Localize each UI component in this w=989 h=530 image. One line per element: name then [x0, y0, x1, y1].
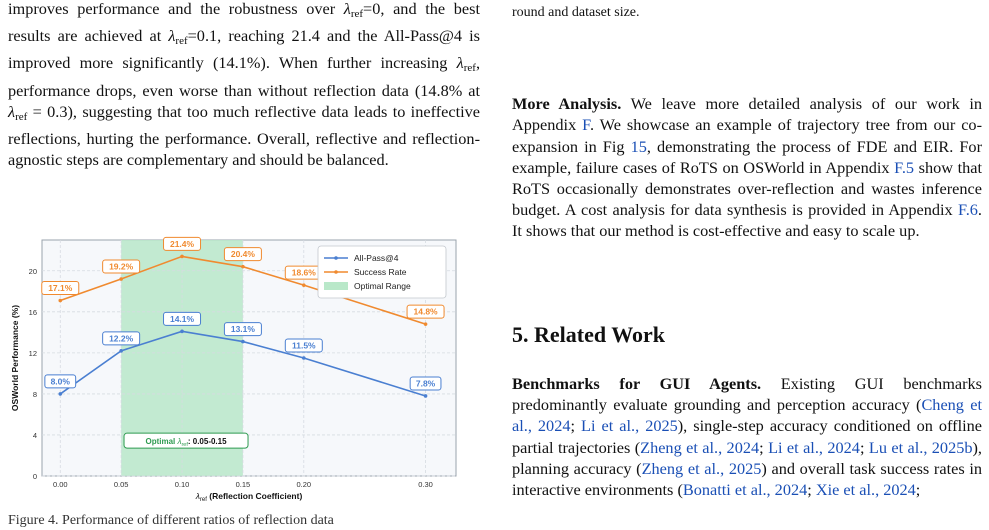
citation[interactable]: Li et al., 2024 [768, 437, 860, 457]
data-label: 12.2% [109, 333, 134, 344]
y-tick-label: 12 [28, 348, 37, 358]
annotation-lambda: λ [177, 437, 182, 447]
x-tick-label: 0.30 [418, 480, 433, 489]
data-point [424, 322, 428, 326]
x-tick-label: 0.05 [113, 480, 129, 489]
section-title: 5. Related Work [512, 322, 665, 347]
citation[interactable]: Li et al., 2025 [581, 416, 678, 436]
data-label: 14.8% [413, 306, 438, 317]
data-point [119, 277, 123, 281]
data-label: 8.0% [50, 376, 70, 387]
data-label: 11.5% [291, 340, 316, 351]
data-point [180, 330, 184, 334]
citation[interactable]: Bonatti et al., 2024 [682, 480, 808, 500]
benchmarks-heading: Benchmarks for GUI Agents. [512, 374, 762, 393]
annotation-prefix: Optimal [145, 437, 178, 447]
data-point [302, 283, 306, 287]
x-axis-rest: (Reflection Coefficient) [206, 491, 303, 501]
data-point [302, 356, 306, 360]
legend-marker [334, 256, 338, 260]
figure-caption: Figure 4. Performance of different ratios of reflection data [8, 513, 334, 528]
annotation-sub: ref [181, 442, 188, 449]
legend-label: Success Rate [354, 267, 407, 277]
x-tick-label: 0.15 [235, 480, 251, 489]
data-label: 18.6% [291, 267, 316, 278]
legend-label: All-Pass@4 [354, 253, 399, 263]
data-point [58, 392, 62, 396]
data-label: 20.4% [230, 249, 255, 260]
data-label: 7.8% [415, 378, 436, 389]
x-tick-label: 0.20 [296, 480, 312, 489]
y-tick-label: 4 [32, 430, 37, 440]
left-column [8, 0, 480, 170]
data-point [180, 255, 184, 259]
data-label: 19.2% [109, 261, 134, 272]
y-tick-label: 0 [32, 472, 37, 481]
left-paragraph: improves performance and the robustness over $\lambda_{ref}=0$, and the best results are achieved at $\lambda_{ref}=0.1$, reaching 21.4 and the All-Pass@4 is improved more significantly (14.1%). When further increasing $\lambda_{ref}$, performance drops, even worse than without reflection data (14.8% at $\lambda_{ref} = 0.3$), suggesting that too much reflective data leads to ineffective reflections, hurting the performance. Overall, reflective and reflection-agnostic steps are complementary and should be balanced. [8, 0, 481, 170]
data-point [58, 299, 62, 303]
legend-swatch [324, 282, 348, 290]
data-label: 13.1% [230, 324, 255, 335]
line-chart [8, 232, 470, 514]
x-tick-label: 0.10 [174, 480, 190, 489]
more-analysis-heading: More Analysis. [512, 94, 622, 114]
data-point [241, 340, 245, 344]
link-fig-15[interactable]: 15 [630, 136, 647, 156]
legend-marker [334, 270, 338, 274]
data-point [241, 265, 245, 269]
annotation-suffix: : 0.05-0.15 [187, 437, 227, 447]
data-label: 17.1% [48, 283, 73, 294]
legend-label: Optimal Range [354, 281, 411, 291]
citation[interactable]: Zheng et al., 2024 [640, 437, 760, 457]
citation[interactable]: Cheng et al., 2024 [512, 395, 983, 436]
x-tick-label: 0.00 [52, 480, 68, 489]
x-axis-sub: ref [199, 497, 207, 503]
citation[interactable]: Zheng et al., 2025 [641, 458, 762, 478]
benchmarks-paragraph: Benchmarks for GUI Agents. Existing GUI benchmarks predominantly evaluate grounding and perception accuracy (Cheng et al., 2024; Li et al., 2025), single-step accuracy conditioned on offline partial trajectories (Zheng et al., 2024; Li et al., 2024; Lu et al., 2025b), planning accuracy (Zheng et al., 2025) and overall task success rates in interactive environments (Bonatti et al., 2024; Xie et al., 2024; [512, 374, 983, 500]
citation[interactable]: Lu et al., 2025b [868, 437, 973, 457]
data-label: 14.1% [169, 313, 195, 324]
x-axis-lambda: λ [195, 491, 200, 501]
x-axis-label [195, 491, 303, 503]
link-appendix-f5[interactable]: F.5 [894, 157, 915, 177]
data-label: 21.4% [169, 238, 195, 249]
link-appendix-f[interactable]: F [582, 115, 590, 135]
link-appendix-f6[interactable]: F.6 [957, 200, 978, 220]
y-axis-label: OSWorld Performance (%) [10, 304, 20, 412]
figure-chart [8, 232, 470, 514]
citation[interactable]: Xie et al., 2024 [815, 480, 916, 500]
benchmarks-block [512, 373, 982, 500]
more-analysis-paragraph: More Analysis. We leave more detailed analysis of our work in Appendix F. We showcase an example of trajectory tree from our co-expansion in Fig 15, demonstrating the process of FDE and EIR. For example, failure cases of RoTS on OSWorld in Appendix F.5 show that RoTS occasionally demonstrates over-reflection and wastes inference budget. A cost analysis for data synthesis is provided in Appendix F.6. It shows that our method is cost-effective and easy to scale up. [512, 94, 983, 241]
data-point [119, 349, 123, 353]
data-point [424, 394, 428, 398]
right-top-fragment: round and dataset size. [512, 5, 640, 20]
y-tick-label: 8 [32, 389, 37, 399]
right-column [512, 0, 982, 242]
y-tick-label: 20 [28, 266, 37, 276]
y-tick-label: 16 [28, 307, 37, 317]
